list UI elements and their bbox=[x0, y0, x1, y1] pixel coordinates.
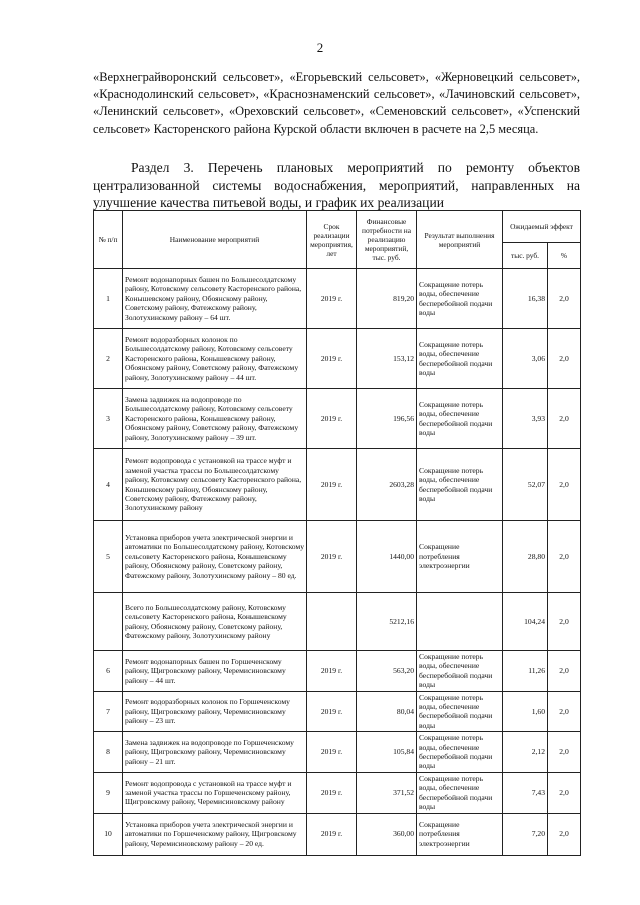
row-name: Ремонт водонапорных башен по Горшеченскому району, Щигровскому району, Черемисиновскому району – 44 шт. bbox=[123, 651, 307, 692]
row-result: Сокращение потерь воды, обеспечение бесперебойной подачи воды bbox=[417, 389, 503, 449]
row-effect-rub: 3,93 bbox=[503, 389, 548, 449]
row-finance: 196,56 bbox=[357, 389, 417, 449]
row-num: 7 bbox=[94, 691, 123, 732]
row-term: 2019 г. bbox=[307, 389, 357, 449]
table-row bbox=[94, 691, 581, 732]
row-num: 10 bbox=[94, 813, 123, 855]
table-row bbox=[94, 449, 581, 521]
table-row bbox=[94, 269, 581, 329]
row-result: Сокращение потерь воды, обеспечение бесперебойной подачи воды bbox=[417, 329, 503, 389]
row-effect-pct: 2,0 bbox=[548, 329, 581, 389]
row-effect-pct: 2,0 bbox=[548, 593, 581, 651]
row-finance: 153,12 bbox=[357, 329, 417, 389]
row-name: Ремонт водопровода с установкой на трассе муфт и заменой участка трассы по Большесолдатскому району, Котовскому сельсовету Касторенского района, Конышевскому району, Обоянскому району, Советскому району, Фатежскому району, Золотухинскому району bbox=[123, 449, 307, 521]
row-effect-pct: 2,0 bbox=[548, 389, 581, 449]
row-name: Установка приборов учета электрической энергии и автоматики по Большесолдатскому району, Котовскому сельсовету Касторенского района, Конышевскому району, Обоянскому району, Советскому району, Фатежскому району, Золотухинскому району – 80 ед. bbox=[123, 521, 307, 593]
intro-paragraph: «Верхнеграйворонский сельсовет», «Егорьевский сельсовет», «Жерновецкий сельсовет», «Краснодолинский сельсовет», «Краснознаменский сельсовет», «Лачиновский сельсовет», «Ленинский сельсовет», «Ореховский сельсовет», «Семеновский сельсовет», «Успенский сельсовет» Касторенского района Курской области включен в расчете на 2,5 месяца. bbox=[93, 70, 580, 136]
row-result: Сокращение потребления электроэнергии bbox=[417, 813, 503, 855]
row-effect-pct: 2,0 bbox=[548, 269, 581, 329]
row-name: Замена задвижек на водопроводе по Горшеченскому району, Щигровскому району, Черемисиновскому району – 21 шт. bbox=[123, 732, 307, 773]
row-num: 4 bbox=[94, 449, 123, 521]
row-term: 2019 г. bbox=[307, 449, 357, 521]
row-name: Замена задвижек на водопроводе по Большесолдатскому району, Котовскому сельсовету Касторенского района, Конышевскому району, Обоянскому району, Советскому району, Фатежскому району, Золотухинскому району – 39 шт. bbox=[123, 389, 307, 449]
row-effect-rub: 2,12 bbox=[503, 732, 548, 773]
row-effect-rub: 16,38 bbox=[503, 269, 548, 329]
row-result: Сокращение потерь воды, обеспечение бесперебойной подачи воды bbox=[417, 691, 503, 732]
row-term: 2019 г. bbox=[307, 521, 357, 593]
row-name: Ремонт водоразборных колонок по Горшеченскому району, Щигровскому району, Черемисиновскому району – 23 шт. bbox=[123, 691, 307, 732]
row-effect-pct: 2,0 bbox=[548, 651, 581, 692]
row-term: 2019 г. bbox=[307, 691, 357, 732]
header-effect-pct: % bbox=[548, 243, 581, 269]
row-effect-rub: 104,24 bbox=[503, 593, 548, 651]
row-name: Ремонт водоразборных колонок по Большесолдатскому району, Котовскому сельсовету Касторенского района, Конышевскому району, Обоянскому району, Советскому району, Фатежскому району, Золотухинскому району – 44 шт. bbox=[123, 329, 307, 389]
table-row bbox=[94, 651, 581, 692]
row-finance: 360,00 bbox=[357, 813, 417, 855]
row-num: 3 bbox=[94, 389, 123, 449]
section-heading bbox=[93, 159, 580, 212]
row-effect-pct: 2,0 bbox=[548, 772, 581, 813]
row-name: Ремонт водопровода с установкой на трассе муфт и заменой участка трассы по Горшеченскому району, Щигровскому району, Черемисиновскому району bbox=[123, 772, 307, 813]
row-finance: 819,20 bbox=[357, 269, 417, 329]
row-effect-pct: 2,0 bbox=[548, 813, 581, 855]
table-row bbox=[94, 329, 581, 389]
table-row bbox=[94, 772, 581, 813]
row-term: 2019 г. bbox=[307, 813, 357, 855]
row-finance: 2603,28 bbox=[357, 449, 417, 521]
header-finance: Финансовые потребности на реализацию мероприятий, тыс. руб. bbox=[357, 211, 417, 269]
row-finance: 5212,16 bbox=[357, 593, 417, 651]
row-term: 2019 г. bbox=[307, 772, 357, 813]
header-result: Результат выполнения мероприятий bbox=[417, 211, 503, 269]
row-num: 2 bbox=[94, 329, 123, 389]
table-row bbox=[94, 521, 581, 593]
row-finance: 371,52 bbox=[357, 772, 417, 813]
row-finance: 563,20 bbox=[357, 651, 417, 692]
header-term: Срок реализации мероприятия, лет bbox=[307, 211, 357, 269]
page-number: 2 bbox=[316, 40, 324, 55]
header-effect: Ожидаемый эффект bbox=[503, 211, 581, 243]
header-effect-rub: тыс. руб. bbox=[503, 243, 548, 269]
row-result: Сокращение потерь воды, обеспечение бесперебойной подачи воды bbox=[417, 772, 503, 813]
row-effect-pct: 2,0 bbox=[548, 691, 581, 732]
row-num: 1 bbox=[94, 269, 123, 329]
row-effect-rub: 28,80 bbox=[503, 521, 548, 593]
row-effect-rub: 3,06 bbox=[503, 329, 548, 389]
table-row bbox=[94, 593, 581, 651]
row-num: 5 bbox=[94, 521, 123, 593]
row-effect-pct: 2,0 bbox=[548, 521, 581, 593]
row-term: 2019 г. bbox=[307, 732, 357, 773]
table-body bbox=[94, 269, 581, 856]
row-finance: 105,84 bbox=[357, 732, 417, 773]
row-effect-rub: 52,07 bbox=[503, 449, 548, 521]
row-num: 8 bbox=[94, 732, 123, 773]
row-num bbox=[94, 593, 123, 651]
row-effect-rub: 11,26 bbox=[503, 651, 548, 692]
measures-table bbox=[93, 210, 581, 856]
row-result: Сокращение потерь воды, обеспечение бесперебойной подачи воды bbox=[417, 449, 503, 521]
row-effect-pct: 2,0 bbox=[548, 732, 581, 773]
row-name: Ремонт водонапорных башен по Большесолдатскому району, Котовскому сельсовету Касторенского района, Конышевскому району, Обоянскому району, Советскому району, Фатежскому району, Золотухинскому району – 64 шт. bbox=[123, 269, 307, 329]
row-term: 2019 г. bbox=[307, 651, 357, 692]
row-term: 2019 г. bbox=[307, 329, 357, 389]
row-effect-pct: 2,0 bbox=[548, 449, 581, 521]
row-num: 9 bbox=[94, 772, 123, 813]
table-row bbox=[94, 813, 581, 855]
table-row bbox=[94, 732, 581, 773]
row-result: Сокращение потерь воды, обеспечение бесперебойной подачи воды bbox=[417, 269, 503, 329]
row-result bbox=[417, 593, 503, 651]
table-row bbox=[94, 389, 581, 449]
row-term bbox=[307, 593, 357, 651]
row-name: Установка приборов учета электрической энергии и автоматики по Горшеченскому району, Щигровскому району, Черемисиновскому району – 20 ед. bbox=[123, 813, 307, 855]
row-finance: 1440,00 bbox=[357, 521, 417, 593]
row-result: Сокращение потерь воды, обеспечение бесперебойной подачи воды bbox=[417, 651, 503, 692]
header-num: № п/п bbox=[94, 211, 123, 269]
row-name: Всего по Большесолдатскому району, Котовскому сельсовету Касторенского района, Конышевскому району, Обоянскому району, Советскому району, Фатежскому району, Золотухинскому району bbox=[123, 593, 307, 651]
section-heading-text: Раздел 3. Перечень плановых мероприятий по ремонту объектов централизованной системы водоснабжения, мероприятий, направленных на улучшение качества питьевой воды, и график их реализации bbox=[93, 160, 580, 211]
row-num: 6 bbox=[94, 651, 123, 692]
row-effect-rub: 1,60 bbox=[503, 691, 548, 732]
row-term: 2019 г. bbox=[307, 269, 357, 329]
row-effect-rub: 7,43 bbox=[503, 772, 548, 813]
row-result: Сокращение потерь воды, обеспечение бесперебойной подачи воды bbox=[417, 732, 503, 773]
row-result: Сокращение потребления электроэнергии bbox=[417, 521, 503, 593]
row-finance: 80,04 bbox=[357, 691, 417, 732]
row-effect-rub: 7,20 bbox=[503, 813, 548, 855]
header-name: Наименование мероприятий bbox=[123, 211, 307, 269]
